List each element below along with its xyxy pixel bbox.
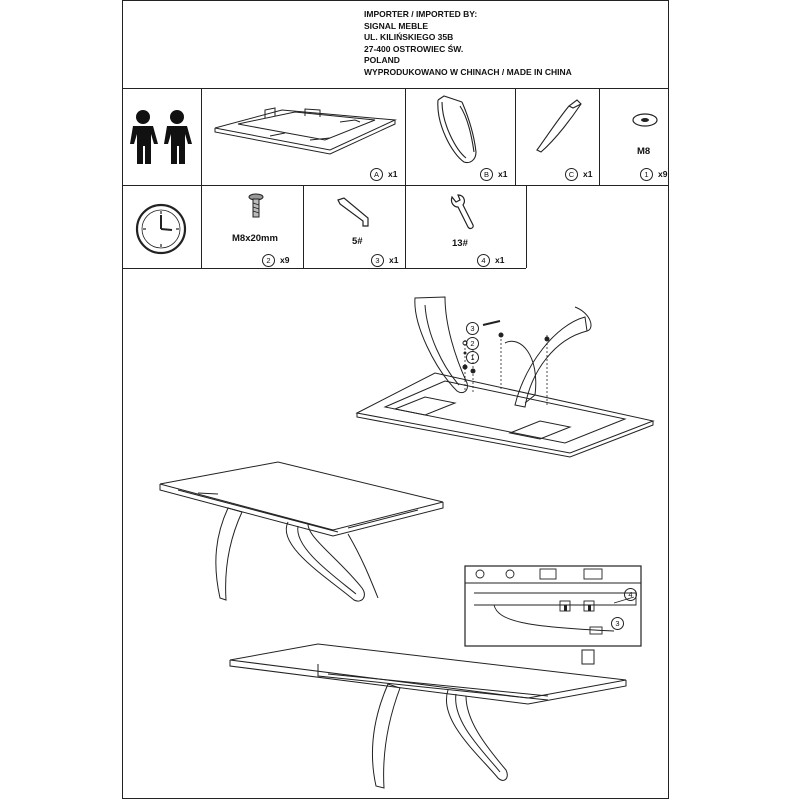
callout-label — [466, 351, 484, 364]
divider-col5 — [303, 185, 304, 268]
part-c-mark: C — [565, 168, 578, 181]
washer-label — [640, 168, 667, 181]
divider-col6 — [526, 185, 527, 268]
callout-label — [466, 322, 484, 335]
detail-inset — [464, 565, 642, 647]
part-b-label — [480, 168, 507, 181]
importer-block — [364, 9, 572, 78]
divider-row2 — [122, 268, 526, 269]
hex-key-name: 5# — [352, 236, 363, 247]
hex-key-icon — [336, 196, 376, 230]
wrench-mark: 4 — [477, 254, 490, 267]
washer-name: M8 — [637, 146, 651, 157]
part-c-label — [565, 168, 592, 181]
assembled-table-drawing — [158, 458, 448, 606]
tabletop-part-icon — [210, 100, 400, 158]
assembly-step-drawing — [355, 295, 655, 455]
washer-icon — [630, 112, 660, 128]
washer-qty: x9 — [658, 168, 668, 179]
divider-header — [122, 88, 669, 89]
importer-line: UL. KILIŃSKIEGO 35B — [364, 32, 454, 42]
importer-line: IMPORTER / IMPORTED BY: — [364, 9, 478, 19]
hex-key-label — [371, 254, 398, 267]
wrench-icon — [448, 193, 478, 231]
part-b-mark: B — [480, 168, 493, 181]
callout-mark: 1 — [466, 351, 479, 364]
hex-key-mark: 3 — [371, 254, 384, 267]
callout-mark: 2 — [466, 337, 479, 350]
callout-mark: 3 — [466, 322, 479, 335]
part-a-label — [370, 168, 397, 181]
screw-icon — [246, 193, 266, 221]
screw-qty: x9 — [280, 254, 290, 265]
leg-b-part-icon — [432, 94, 492, 166]
washer-mark: 1 — [640, 168, 653, 181]
divider-row1 — [122, 185, 669, 186]
divider-col3 — [515, 88, 516, 185]
importer-line: POLAND — [364, 55, 400, 65]
importer-line: 27-400 OSTROWIEC ŚW. — [364, 43, 464, 54]
hex-key-qty: x1 — [389, 254, 399, 265]
wrench-qty: x1 — [495, 254, 505, 265]
importer-line: SIGNAL MEBLE — [364, 20, 429, 31]
inset-callout-mark: 3 — [611, 617, 624, 630]
part-c-qty: x1 — [583, 168, 593, 179]
screw-mark: 2 — [262, 254, 275, 267]
importer-line: WYPRODUKOWANO W CHINACH / MADE IN CHINA — [364, 66, 572, 77]
part-a-mark: A — [370, 168, 383, 181]
divider-col1 — [201, 88, 202, 268]
callout-label — [466, 337, 484, 350]
divider-col2 — [405, 88, 406, 268]
leg-c-part-icon — [533, 96, 589, 156]
clock-icon — [135, 203, 187, 255]
inset-callout-label — [611, 617, 629, 630]
wrench-label — [477, 254, 504, 267]
inset-callout-label — [624, 588, 642, 601]
part-b-qty: x1 — [498, 168, 508, 179]
screw-label — [262, 254, 289, 267]
inset-callout-mark: 4 — [624, 588, 637, 601]
part-a-qty: x1 — [388, 168, 398, 179]
two-people-icon — [125, 108, 197, 166]
screw-name: M8x20mm — [232, 233, 278, 244]
extended-table-drawing — [228, 640, 628, 790]
wrench-name: 13# — [452, 238, 468, 249]
divider-col4 — [599, 88, 600, 185]
